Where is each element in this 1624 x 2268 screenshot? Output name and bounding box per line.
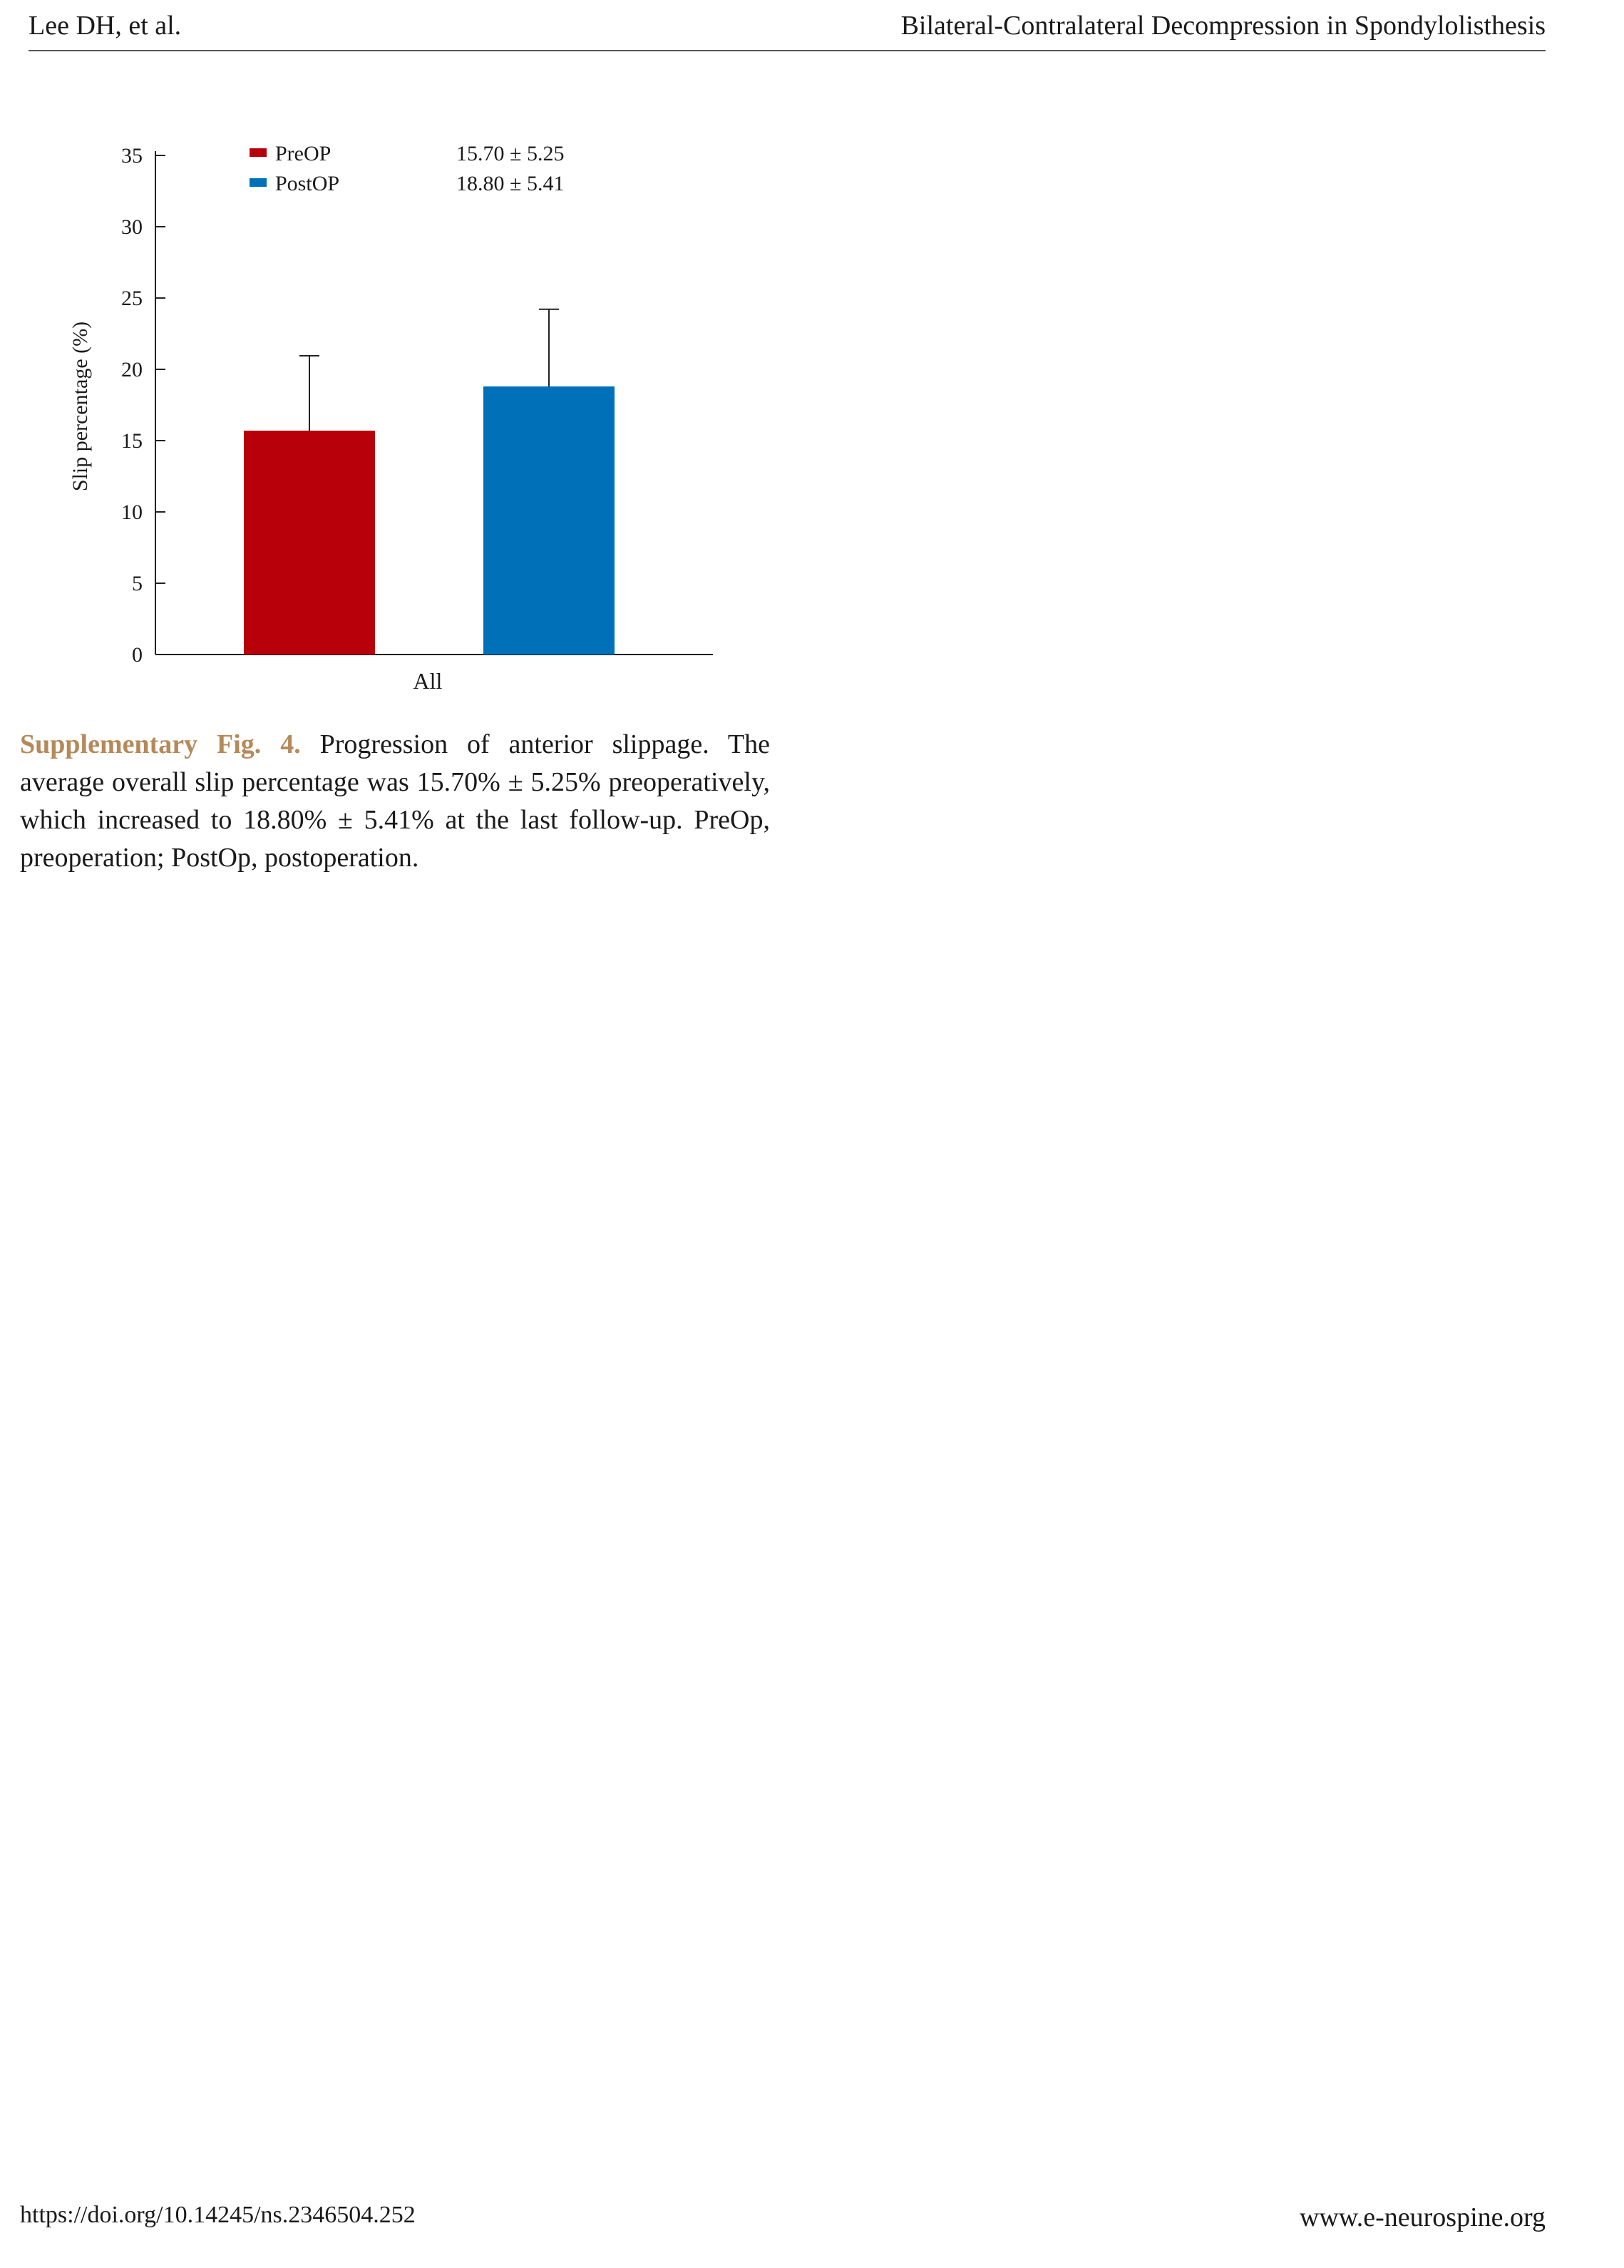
y-tick-label: 30 <box>121 215 143 239</box>
legend <box>250 142 564 195</box>
x-tick-label-all: All <box>413 668 443 694</box>
legend-value-postop: 18.80 ± 5.41 <box>456 172 565 195</box>
y-tick-label: 10 <box>121 501 143 524</box>
running-header-title: Bilateral-Contralateral Decompression in Spondylolisthesis <box>900 11 1546 41</box>
journal-website[interactable]: www.e-neurospine.org <box>1299 2202 1546 2232</box>
y-tick-label: 20 <box>121 358 143 381</box>
y-tick-label: 15 <box>121 429 143 453</box>
y-tick-label: 0 <box>132 643 143 667</box>
legend-swatch-preop <box>250 148 267 157</box>
bar-preop <box>244 431 375 655</box>
y-tick-label: 5 <box>132 572 143 595</box>
bars <box>244 386 615 655</box>
header-divider <box>29 50 1546 51</box>
legend-value-preop: 15.70 ± 5.25 <box>456 142 565 165</box>
legend-swatch-postop <box>250 178 267 187</box>
y-tick-label: 25 <box>121 287 143 310</box>
figure-label: Supplementary Fig. 4. <box>20 729 301 759</box>
caption-text: Progression of anterior slippage. The average overall slip percentage was 15.70% ± 5.25% preoperatively, which increased to 18.80% ± 5.41% at the last follow-up. PreOp, preoperation; PostOp, postoperation. <box>20 729 771 873</box>
y-axis-ticks <box>121 144 165 667</box>
running-header-authors: Lee DH, et al. <box>29 11 182 41</box>
figure-caption <box>20 726 770 877</box>
y-tick-label: 35 <box>121 144 143 168</box>
bar-postop <box>483 386 615 655</box>
slip-percentage-bar-chart <box>57 128 741 699</box>
doi-link[interactable]: https://doi.org/10.14245/ns.2346504.252 <box>20 2202 416 2228</box>
legend-label-preop: PreOP <box>275 142 332 165</box>
y-axis-label: Slip percentage (%) <box>68 321 92 492</box>
legend-label-postop: PostOP <box>275 172 340 195</box>
